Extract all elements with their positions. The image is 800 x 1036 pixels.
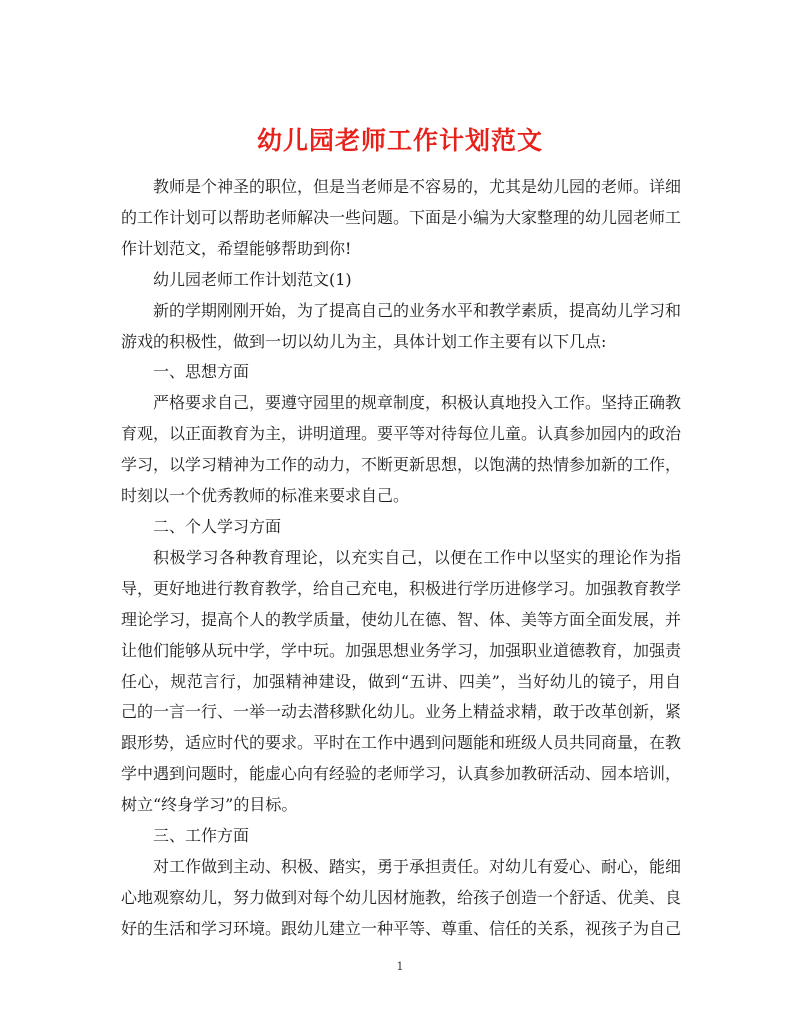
section-heading-personal-study: 二、个人学习方面 xyxy=(153,516,282,536)
section-heading-thought: 一、思想方面 xyxy=(153,362,250,382)
document-body xyxy=(121,172,681,945)
paragraph-work: 对工作做到主动、积极、踏实，勇于承担责任。对幼儿有爱心、耐心，能细心地观察幼儿，努力做到对每个幼儿因材施教，给孩子创造一个舒适、优美、良好的生活和学习环境。跟幼儿建立一种平等、尊重、信任的关系，视孩子为自己 xyxy=(121,856,682,938)
paragraph-opening: 新的学期刚刚开始，为了提高自己的业务水平和教学素质，提高幼儿学习和游戏的积极性，做到一切以幼儿为主，具体计划工作主要有以下几点: xyxy=(121,300,682,351)
section-heading-sample-1: 幼儿园老师工作计划范文(1) xyxy=(153,269,352,289)
section-heading-work: 三、工作方面 xyxy=(153,826,250,846)
document-title: 幼儿园老师工作计划范文 xyxy=(256,125,543,155)
page-number: 1 xyxy=(396,960,404,973)
paragraph-personal-study: 积极学习各种教育理论，以充实自己，以便在工作中以坚实的理论作为指导，更好地进行教育教学，给自己充电，积极进行学历进修学习。加强教育教学理论学习，提高个人的教学质量，使幼儿在德、智、体、美等方面全面发展，并让他们能够从玩中学，学中玩。加强思想业务学习，加强职业道德教育，加强责任心，规范言行，加强精神建设，做到“五讲、四美”，当好幼儿的镜子，用自己的一言一行、一举一动去潜移默化幼儿。业务上精益求精，敢于改革创新，紧跟形势，适应时代的要求。平时在工作中遇到问题能和班级人员共同商量，在教学中遇到问题时，能虚心向有经验的老师学习，认真参加教研活动、园本培训，树立“终身学习”的目标。 xyxy=(121,547,682,815)
intro-paragraph: 教师是个神圣的职位，但是当老师是不容易的，尤其是幼儿园的老师。详细的工作计划可以帮助老师解决一些问题。下面是小编为大家整理的幼儿园老师工作计划范文，希望能够帮助到你! xyxy=(121,177,682,258)
paragraph-thought: 严格要求自己，要遵守园里的规章制度，积极认真地投入工作。坚持正确教育观，以正面教育为主，讲明道理。要平等对待每位儿童。认真参加园内的政治学习，以学习精神为工作的动力，不断更新思想，以饱满的热情参加新的工作，时刻以一个优秀教师的标准来要求自己。 xyxy=(121,393,682,506)
